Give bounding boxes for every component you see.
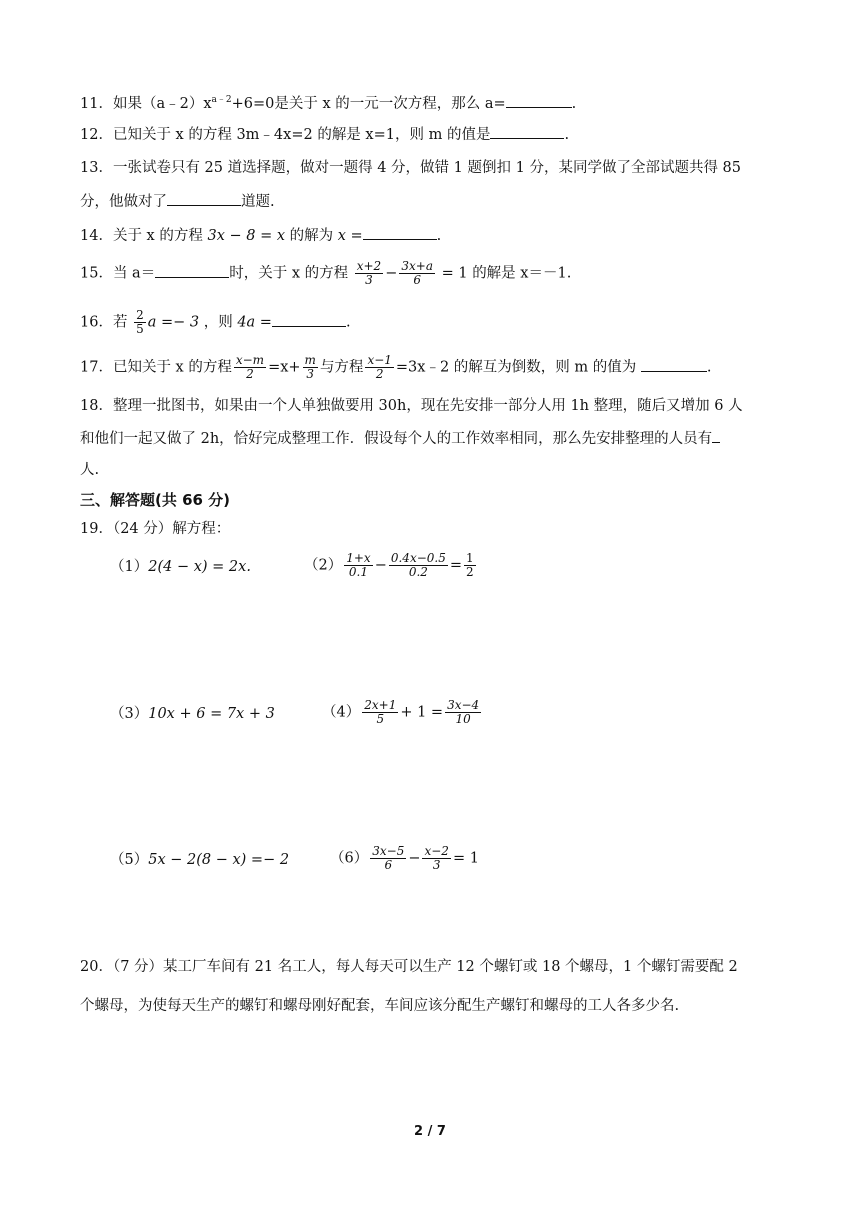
answer-blank	[641, 357, 707, 372]
fraction: $\frac{3x+a}{6}$	[401, 259, 433, 287]
q19-part-5: （5）5x − 2(8 − x) =− 2	[110, 852, 290, 868]
question-11: 11．如果$(a﹣2)x^{a﹣2}+6=0$是关于 x 的一元一次方程，那么 a= .	[80, 90, 576, 114]
question-19-title: 19．（24 分）解方程：	[80, 521, 231, 537]
q19-part-3: （3）10x + 6 = 7x + 3	[110, 706, 275, 722]
fraction: $\frac{1}{2}$	[466, 551, 474, 579]
q19-part-2: （2） $\frac{1+x}{0.1}$ − $\frac{0.4x-0.5}{0.2}$ = $\frac{1}{2}$	[304, 551, 474, 579]
answer-blank	[167, 191, 241, 206]
fraction: $\frac{x+2}{3}$	[356, 259, 382, 287]
question-18-line-1: 18．整理一批图书，如果由一个人单独做要用 30h，现在先安排一部分人用 1h 整理，随后又增加 6 人	[80, 398, 743, 414]
question-20-line-2: 个螺母，为使每天生产的螺钉和螺母刚好配套，车间应该分配生产螺钉和螺母的工人各多少名.	[80, 998, 680, 1014]
q19-part-4: （4） $\frac{2x+1}{5}$ + 1 = $\frac{3x-4}{10}$	[322, 698, 480, 726]
question-12: 12．已知关于 x 的方程 3m﹣4x=2 的解是 x=1，则 m 的值是 .	[80, 124, 569, 145]
fraction: $\frac{3x-4}{10}$	[447, 698, 480, 726]
answer-blank	[506, 93, 572, 108]
question-18-line-3: 人.	[80, 462, 100, 478]
question-14: 14．关于 x 的方程 3x − 8 = x 的解为 x = .	[80, 225, 441, 246]
fraction: $\frac{2}{5}$	[136, 308, 144, 336]
question-20-line-1: 20．（7 分）某工厂车间有 21 名工人，每人每天可以生产 12 个螺钉或 18 个螺母，1 个螺钉需要配 2	[80, 959, 738, 975]
section-heading: 三、解答题(共 66 分)	[80, 491, 231, 509]
fraction: $\frac{2x+1}{5}$	[364, 698, 397, 726]
fraction: $\frac{x-m}{2}$	[235, 353, 265, 381]
page-number: 2 / 7	[414, 1124, 446, 1139]
question-18-line-2: 和他们一起又做了 2h，恰好完成整理工作．假设每个人的工作效率相同，那么先安排整理的人员有	[80, 428, 720, 449]
answer-blank	[272, 312, 346, 327]
fraction: $\frac{m}{3}$	[304, 353, 316, 381]
q19-part-1: （1）2(4 − x) = 2x.	[110, 559, 251, 575]
question-13-line-2: 分，他做对了 道题.	[80, 191, 275, 212]
fraction: $\frac{0.4x-0.5}{0.2}$	[390, 551, 446, 579]
answer-blank	[712, 428, 720, 443]
question-13-line-1: 13．一张试卷只有 25 道选择题，做对一题得 4 分，做错 1 题倒扣 1 分，某同学做了全部试题共得 85	[80, 160, 742, 176]
answer-blank	[363, 225, 437, 240]
fraction: $\frac{3x-5}{6}$	[372, 844, 405, 872]
fraction: $\frac{x-1}{2}$	[367, 353, 392, 381]
q19-part-6: （6） $\frac{3x-5}{6}$ − $\frac{x-2}{3}$ = 1	[330, 844, 479, 872]
question-16: 16．若 $\frac{2}{5}$ a =− 3 ，则 4a = .	[80, 308, 351, 336]
answer-blank	[490, 124, 564, 139]
answer-blank	[155, 263, 229, 278]
question-15: 15．当 a＝ 时，关于 x 的方程 $\frac{x+2}{3}$ − $\frac{3x+a}{6}$ = 1 的解是 x＝－1.	[80, 259, 572, 287]
fraction: $\frac{1+x}{0.1}$	[346, 551, 371, 579]
fraction: $\frac{x-2}{3}$	[424, 844, 449, 872]
question-17: 17．已知关于 x 的方程 $\frac{x-m}{2}$ =x+ $\frac{m}{3}$ 与方程 $\frac{x-1}{2}$ =3x﹣2 的解互为倒数，则 m 的值为 .	[80, 353, 712, 381]
